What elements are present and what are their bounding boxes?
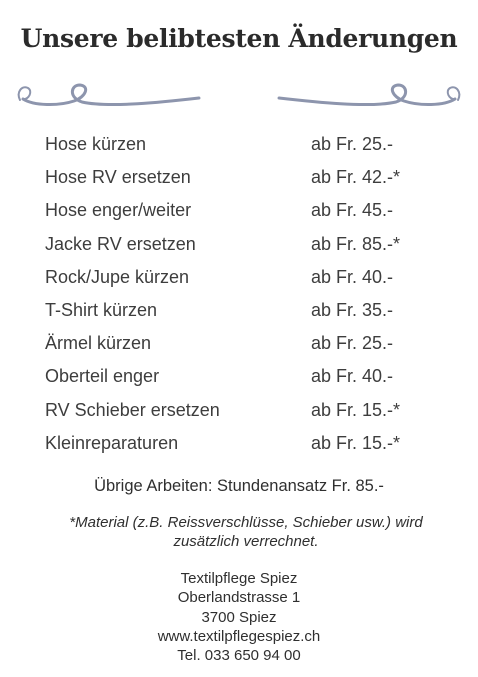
item-price: ab Fr. 25.- [311, 134, 394, 154]
price-row [0, 296, 478, 329]
page-title: Unsere belibtesten Änderungen [20, 24, 458, 53]
street-address: Oberlandstrasse 1 [177, 589, 301, 607]
item-name: T-Shirt kürzen [45, 299, 158, 320]
item-name: Jacke RV ersetzen [45, 233, 196, 254]
item-price: ab Fr. 15.-* [311, 432, 401, 453]
item-name: Hose RV ersetzen [45, 167, 191, 188]
phone-number[interactable]: Tel. 033 650 94 00 [177, 647, 301, 665]
price-list [0, 130, 478, 462]
website-link[interactable]: www.textilpflegespiez.ch [157, 627, 321, 645]
material-footnote: *Material (z.B. Reissverschlüsse, Schieber usw.) wird zusätzlich verrechnet. [69, 514, 423, 550]
left-flourish-ornament [14, 78, 204, 112]
item-price: ab Fr. 40.- [311, 266, 394, 287]
item-name: Rock/Jupe kürzen [45, 266, 190, 287]
price-row [0, 196, 478, 229]
item-price: ab Fr. 35.- [311, 299, 394, 320]
item-price: ab Fr. 85.-* [311, 233, 401, 254]
contact-block [0, 569, 478, 665]
item-name: Ärmel kürzen [45, 333, 152, 354]
price-row [0, 263, 478, 296]
item-name: Hose enger/weiter [45, 200, 192, 221]
item-name: RV Schieber ersetzen [45, 399, 220, 420]
item-price: ab Fr. 40.- [311, 366, 394, 387]
item-name: Hose kürzen [45, 134, 147, 154]
item-price: ab Fr. 42.-* [311, 167, 401, 188]
city-address: 3700 Spiez [201, 608, 277, 626]
price-row [0, 230, 478, 263]
price-row [0, 163, 478, 196]
price-row [0, 396, 478, 429]
item-name: Kleinreparaturen [45, 432, 179, 453]
right-flourish-ornament [274, 78, 464, 112]
price-row [0, 362, 478, 395]
item-price: ab Fr. 15.-* [311, 399, 401, 420]
company-name: Textilpflege Spiez [180, 570, 298, 587]
price-row [0, 429, 478, 462]
price-row [0, 130, 478, 163]
item-price: ab Fr. 25.- [311, 333, 394, 354]
other-work-rate: Übrige Arbeiten: Stundenansatz Fr. 85.- [94, 477, 384, 495]
item-price: ab Fr. 45.- [311, 200, 394, 221]
price-row [0, 329, 478, 362]
item-name: Oberteil enger [45, 366, 160, 387]
